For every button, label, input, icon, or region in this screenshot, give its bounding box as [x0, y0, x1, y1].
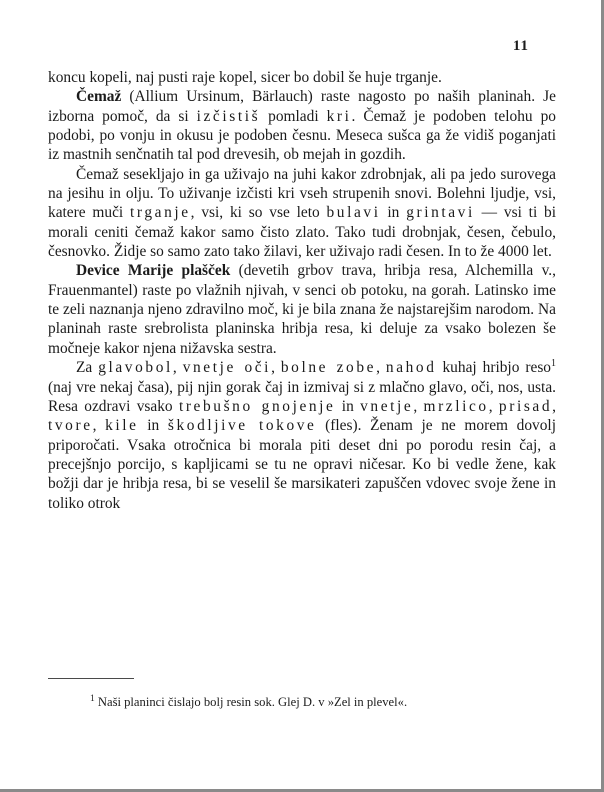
letterspaced-emphasis: tvore [48, 417, 93, 435]
paragraph [48, 68, 556, 87]
letterspaced-emphasis: trebušno gnojenje [178, 397, 336, 415]
letterspaced-emphasis: mrzlico [423, 397, 489, 415]
text-run: , [271, 359, 281, 377]
text-run: koncu kopeli, naj pusti raje kopel, sicer bo dobil še huje trganje. [48, 69, 442, 86]
letterspaced-emphasis: škodljive tokove [167, 417, 317, 435]
text-run: . Čemaž je podoben telohu po podobi, po vonju in okusu je podoben česnu. Meseca sušca ga že vidiš poganjati iz mastnih senčnatih tal pod drevesih, ob mejah in gozdih. [48, 107, 556, 164]
letterspaced-emphasis: prisad [498, 397, 553, 415]
paragraph [48, 358, 556, 513]
text-run: in [335, 397, 361, 415]
footnote [48, 694, 556, 710]
text-run: , [488, 397, 499, 415]
text-run: (fles). Ženam je ne morem dovolj priporočati. Vsaka otročnica bi morala piti deset dni po porodu resin čaj, a precejšnjo porcijo, s kapljicami se tu ne opravi ničesar. Ko bi vedle žene, kak božji dar je hribja resa, bi se veselil še marsikateri zapuščen vdovec svoje žene in toliko otrok [48, 417, 556, 512]
footnote-number: 1 [90, 693, 95, 704]
paragraph [48, 87, 556, 164]
paragraph [48, 165, 556, 262]
letterspaced-emphasis: trganje [130, 204, 191, 222]
text-run: in [138, 417, 168, 435]
letterspaced-emphasis: bolne zobe [280, 359, 377, 377]
letterspaced-emphasis: bulavi [326, 204, 381, 222]
footnote-text: Naši planinci čislajo bolj resin sok. Glej D. v »Zel in plevel«. [97, 695, 408, 709]
text-run: , [92, 417, 106, 435]
text-run: — vsi ti bi morali ceniti čemaž kakor samo čisto zlato. Tako tudi drobnjak, česen, čebulo, česnovko. Židje so samo zato tako žilavi, ker uživajo radi česen. In to že 4000 let. [48, 204, 557, 261]
bold-term: Čemaž [76, 88, 122, 106]
text-run: , [376, 359, 386, 377]
text-run: (devetih grbov trava, hribja resa, Alchemilla v., Frauenmantel) raste po vlažnih njivah, v senci ob potoku, na gorah. Latinsko ime te zeli naznanja njeno zdravilno moč, ki je bila znana že najstarejšim narodom. Na planinah raste srebrolista planinska hribja resa, ki deluje za vsako bolezen še močneje kakor njena nižavska sestra. [48, 262, 556, 357]
text-run: , [413, 397, 424, 415]
text-run: , [552, 397, 556, 415]
letterspaced-emphasis: vnetje [360, 397, 414, 415]
text-run: kuhaj hribjo reso [436, 359, 552, 377]
text-run: , [172, 359, 183, 377]
letterspaced-emphasis: izčistiš [196, 107, 261, 125]
letterspaced-emphasis: kile [105, 417, 139, 435]
letterspaced-emphasis: glavobol [98, 359, 173, 377]
text-run: Čemaž sesekljajo in ga uživajo na juhi kakor zdrobnjak, ali pa jedo surovega na jesihu in olju. To uživanje izčisti kri vseh strupenih snovi. Bolehni ljudje, vsi, katere muči [48, 165, 556, 222]
text-run: (naj vre nekaj časa), pij njin gorak čaj in izmivaj si z mlačno glavo, oči, nos, usta. Resa ozdravi vsako [48, 378, 556, 415]
letterspaced-emphasis: grintavi [406, 204, 475, 222]
body-text-block [48, 68, 556, 513]
letterspaced-emphasis: kri [326, 107, 352, 125]
footnote-separator-rule [48, 678, 134, 679]
page-number: 11 [512, 38, 529, 54]
text-run: (Allium Ursinum, Bärlauch) raste nagosto po naših planinah. Je izborna pomoč, da si [48, 88, 556, 125]
letterspaced-emphasis: nahod [385, 359, 437, 377]
text-run: Za [76, 359, 99, 377]
text-run: pomladi [260, 107, 327, 125]
footnote-reference-marker: 1 [551, 358, 557, 370]
letterspaced-emphasis: vnetje oči [182, 359, 272, 377]
text-run: in [380, 204, 407, 222]
paragraph [48, 261, 556, 358]
text-run: , vsi, ki so vse leto [190, 204, 327, 222]
bold-term: Device Marije plašček [76, 262, 231, 280]
